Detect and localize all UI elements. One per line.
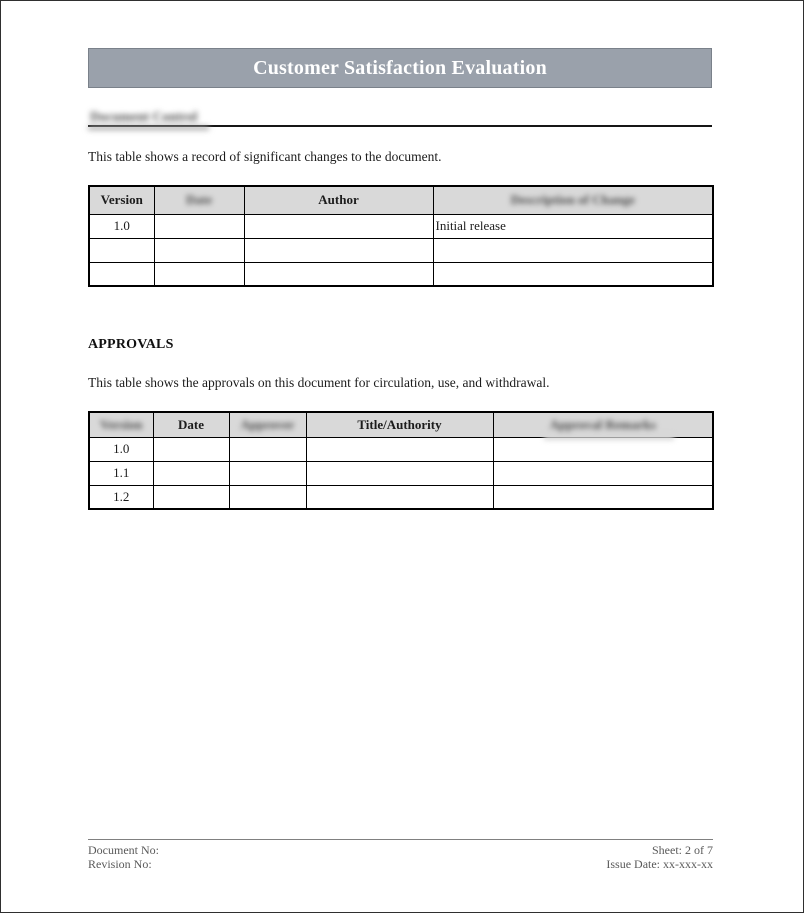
column-header-date: [153, 412, 229, 437]
cell-date: [153, 461, 229, 485]
column-header-version: [89, 412, 153, 437]
cell-version: 1.0: [89, 214, 154, 238]
title-banner: [88, 48, 712, 88]
column-header-approver: [229, 412, 306, 437]
document-control-rule: [88, 108, 712, 127]
cell-approval-remarks: [493, 461, 713, 485]
page-footer: [88, 839, 713, 871]
column-header-date-label: Date: [186, 192, 212, 208]
cell-author: [244, 214, 433, 238]
cell-version: [89, 238, 154, 262]
cell-author: [244, 262, 433, 286]
document-control-intro: This table shows a record of significant changes to the document.: [88, 149, 442, 164]
footer-sheet: Sheet: 2 of 7: [652, 843, 713, 857]
column-header-approval-remarks: [493, 412, 713, 437]
column-header-version-label: Version: [100, 192, 143, 208]
column-header-version: [89, 186, 154, 214]
footer-row-1: [88, 843, 713, 857]
column-header-author-label: Author: [318, 192, 359, 208]
cell-version: [89, 262, 154, 286]
cell-approver: [229, 461, 306, 485]
cell-title-authority: [306, 437, 493, 461]
footer-row-2: [88, 857, 713, 871]
column-header-date: [154, 186, 244, 214]
table-row: [89, 238, 713, 262]
cell-title-authority: [306, 485, 493, 509]
column-header-description-of-change-label: Description of Change: [510, 192, 635, 208]
column-header-title-authority-label: Title/Authority: [357, 416, 442, 432]
table-row: [89, 437, 713, 461]
column-header-description-of-change: [433, 186, 713, 214]
cell-date: [153, 485, 229, 509]
cell-version: 1.0: [89, 437, 153, 461]
column-header-approval-remarks-label: Approval Remarks: [549, 416, 656, 432]
cell-author: [244, 238, 433, 262]
footer-document-no: Document No:: [88, 843, 159, 857]
footer-revision-no: Revision No:: [88, 857, 152, 871]
cell-date: [154, 238, 244, 262]
cell-date: [153, 437, 229, 461]
table-row: [89, 461, 713, 485]
section-heading-approvals: APPROVALS: [88, 337, 174, 352]
approvals-table: [88, 411, 714, 510]
column-header-date-label: Date: [178, 416, 204, 432]
cell-approval-remarks: [493, 485, 713, 509]
document-title: Customer Satisfaction Evaluation: [253, 57, 547, 79]
cell-description: [433, 262, 713, 286]
table-row: [89, 485, 713, 509]
cell-date: [154, 262, 244, 286]
cell-version: 1.1: [89, 461, 153, 485]
section-heading-document-control: Document Control: [88, 109, 209, 130]
cell-description: [433, 238, 713, 262]
cell-description: Initial release: [433, 214, 713, 238]
approvals-header-row: [89, 412, 713, 437]
column-header-approver-label: Approver: [240, 416, 295, 432]
cell-version: 1.2: [89, 485, 153, 509]
column-header-author: [244, 186, 433, 214]
cell-approval-remarks: [493, 437, 713, 461]
cell-date: [154, 214, 244, 238]
table-row: [89, 262, 713, 286]
table-row: [89, 214, 713, 238]
document-control-header-row: [89, 186, 713, 214]
cell-approver: [229, 437, 306, 461]
approvals-intro: This table shows the approvals on this document for circulation, use, and withdrawal.: [88, 375, 550, 390]
cell-approver: [229, 485, 306, 509]
cell-title-authority: [306, 461, 493, 485]
footer-issue-date: Issue Date: xx-xxx-xx: [606, 857, 713, 871]
column-header-version-label: Version: [100, 416, 143, 432]
document-control-table: [88, 185, 714, 287]
column-header-title-authority: [306, 412, 493, 437]
